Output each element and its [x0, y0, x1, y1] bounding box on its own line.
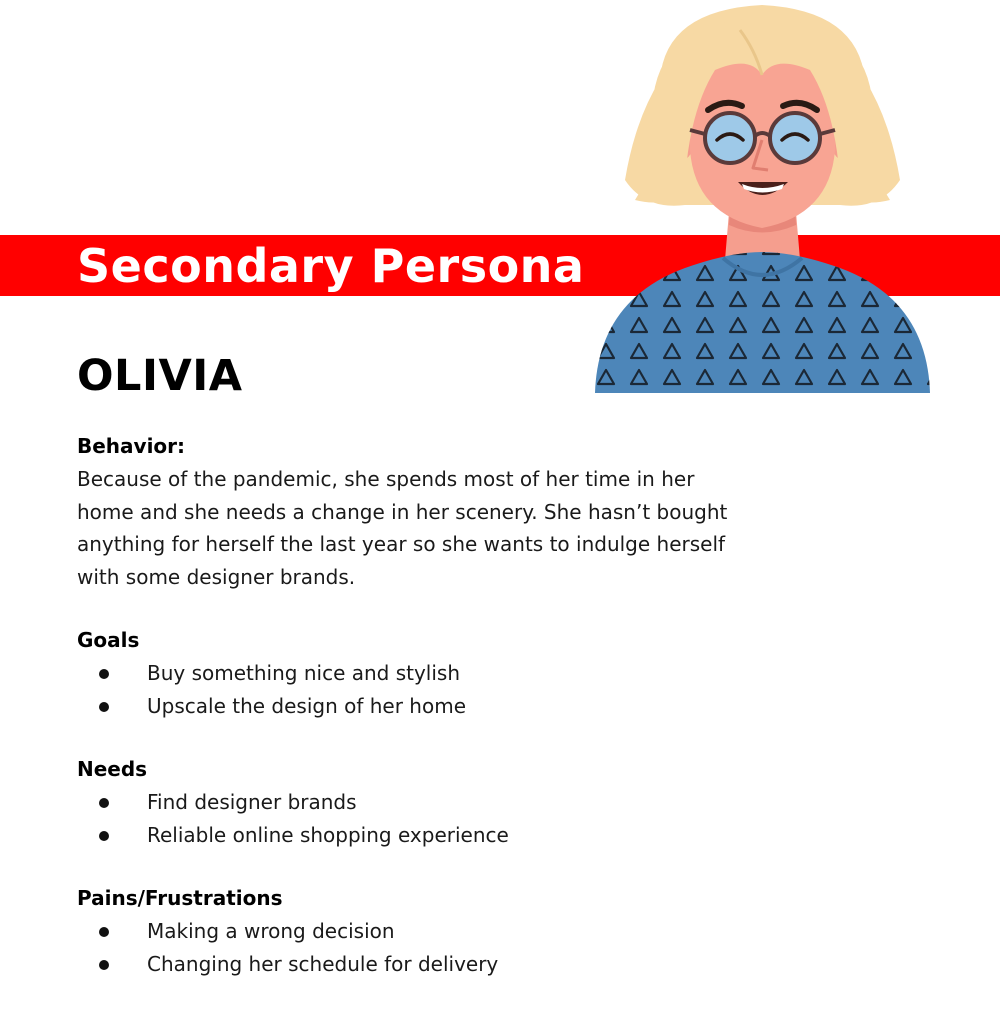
bullet-icon	[99, 831, 109, 841]
needs-section	[77, 753, 877, 851]
list-item	[77, 657, 877, 690]
bullet-icon	[99, 702, 109, 712]
goals-section	[77, 624, 877, 722]
bullet-icon	[99, 960, 109, 970]
behavior-line: with some designer brands.	[77, 564, 356, 589]
behavior-line: home and she needs a change in her scenery. She hasn’t bought	[77, 499, 728, 524]
bullet-icon	[99, 669, 109, 679]
list-item	[77, 948, 877, 981]
behavior-text	[77, 463, 857, 593]
list-item	[77, 786, 877, 819]
needs-list	[77, 786, 877, 851]
pains-list	[77, 915, 877, 980]
page-title: Secondary Persona	[77, 239, 585, 293]
list-item	[77, 690, 877, 723]
persona-details	[77, 430, 877, 1011]
list-item	[77, 915, 877, 948]
behavior-line: Because of the pandemic, she spends most of her time in her	[77, 467, 695, 491]
pain-text: Making a wrong decision	[147, 919, 395, 943]
goal-text: Upscale the design of her home	[147, 693, 467, 718]
woman-avatar-illustration	[590, 0, 935, 395]
behavior-heading: Behavior:	[77, 434, 186, 458]
bullet-icon	[99, 927, 109, 937]
goals-heading: Goals	[77, 628, 140, 652]
behavior-line: anything for herself the last year so she wants to indulge herself	[77, 532, 726, 556]
goals-list	[77, 657, 877, 722]
pain-text: Changing her schedule for delivery	[147, 951, 499, 976]
need-text: Reliable online shopping experience	[147, 822, 509, 847]
need-text: Find designer brands	[147, 790, 357, 814]
pains-heading: Pains/Frustrations	[77, 886, 283, 910]
goal-text: Buy something nice and stylish	[147, 661, 461, 685]
pains-section	[77, 882, 877, 980]
behavior-section	[77, 430, 877, 593]
bullet-icon	[99, 798, 109, 808]
needs-heading: Needs	[77, 757, 148, 781]
list-item	[77, 819, 877, 852]
persona-name: OLIVIA	[77, 351, 243, 401]
